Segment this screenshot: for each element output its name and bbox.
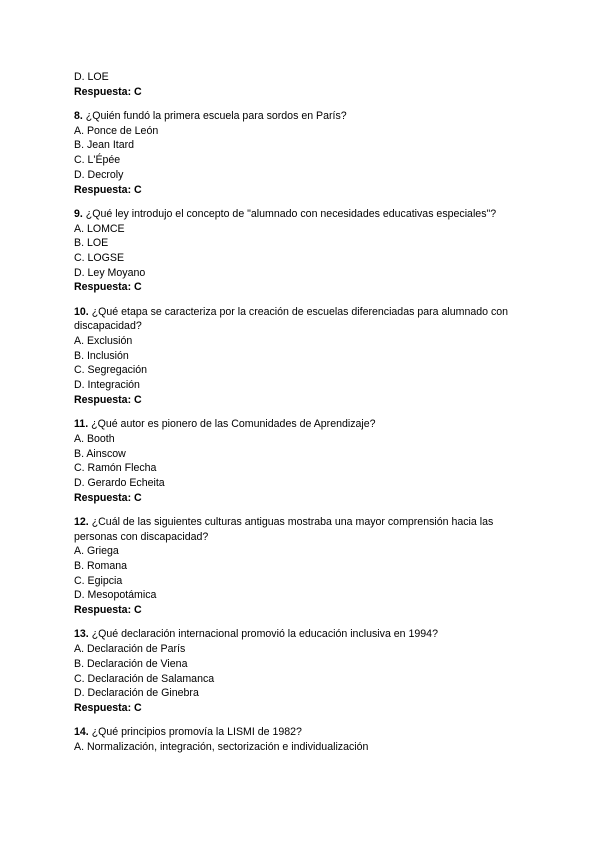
question-number: 11. (74, 418, 89, 431)
option-item: B. Inclusión (74, 349, 129, 362)
answer-line: Respuesta: C (74, 281, 142, 294)
question-number: 13. (74, 628, 89, 641)
question-text (74, 109, 534, 124)
option-item: A. Exclusión (74, 335, 133, 348)
option-item: D. Declaración de Ginebra (74, 687, 199, 700)
question-number: 9. (74, 207, 83, 220)
option-item: D. LOE (74, 71, 109, 83)
option-item: A. Booth (74, 432, 115, 445)
question-number: 14. (74, 726, 89, 739)
question-block-13 (74, 627, 544, 715)
answer-line: Respuesta: C (74, 701, 142, 714)
answer-line: Respuesta: C (74, 491, 142, 504)
question-text (74, 305, 534, 334)
option-item: B. Ainscow (74, 447, 126, 460)
question-prompt: ¿Qué principios promovía la LISMI de 1982? (91, 726, 302, 739)
question-block-9 (74, 207, 544, 295)
question-prompt: ¿Qué declaración internacional promovió la educación inclusiva en 1994? (91, 628, 438, 641)
option-item: D. Gerardo Echeita (74, 476, 165, 489)
option-item: C. L'Épée (74, 154, 121, 167)
question-text (74, 515, 534, 544)
question-prompt: ¿Qué etapa se caracteriza por la creación de escuelas diferenciadas para alumnado con discapacidad? (74, 305, 509, 333)
option-item: C. Declaración de Salamanca (74, 672, 215, 685)
question-prompt: ¿Qué autor es pionero de las Comunidades de Aprendizaje? (91, 418, 376, 431)
question-block-14 (74, 725, 544, 754)
question-block-12 (74, 515, 544, 618)
question-prompt: ¿Cuál de las siguientes culturas antiguas mostraba una mayor comprensión hacia las personas con discapacidad? (74, 515, 494, 543)
answer-line: Respuesta: C (74, 604, 142, 617)
question-text (74, 725, 534, 740)
option-item: B. Declaración de Viena (74, 657, 188, 670)
question-number: 12. (74, 515, 89, 528)
option-item: D. Mesopotámica (74, 589, 157, 602)
option-item: C. Ramón Flecha (74, 462, 157, 475)
question-prompt: ¿Qué ley introdujo el concepto de "alumnado con necesidades educativas especiales"? (85, 207, 497, 220)
question-block-7-tail (74, 70, 544, 99)
option-item: C. Egipcia (74, 574, 123, 587)
option-item: D. Ley Moyano (74, 266, 146, 279)
question-text (74, 417, 534, 432)
answer-line: Respuesta: C (74, 393, 142, 406)
option-item: A. Ponce de León (74, 124, 159, 137)
option-item: A. Declaración de París (74, 643, 186, 656)
question-number: 10. (74, 305, 89, 318)
option-item: D. Decroly (74, 168, 124, 181)
option-item: B. Jean Itard (74, 139, 135, 152)
document-page (74, 70, 544, 764)
option-item: A. Normalización, integración, sectorización e individualización (74, 740, 369, 753)
answer-line: Respuesta: C (74, 85, 142, 98)
option-item: B. Romana (74, 560, 127, 573)
option-item: A. LOMCE (74, 222, 125, 235)
question-text (74, 627, 534, 642)
option-item: D. Integración (74, 379, 140, 392)
question-block-8 (74, 109, 544, 197)
option-item: A. Griega (74, 545, 119, 558)
question-block-10 (74, 305, 544, 408)
option-item: C. Segregación (74, 364, 148, 377)
answer-line: Respuesta: C (74, 183, 142, 196)
option-item: C. LOGSE (74, 251, 125, 264)
question-prompt: ¿Quién fundó la primera escuela para sordos en París? (85, 110, 347, 122)
question-number: 8. (74, 110, 83, 122)
question-text (74, 207, 534, 222)
option-item: B. LOE (74, 237, 109, 250)
question-block-11 (74, 417, 544, 505)
